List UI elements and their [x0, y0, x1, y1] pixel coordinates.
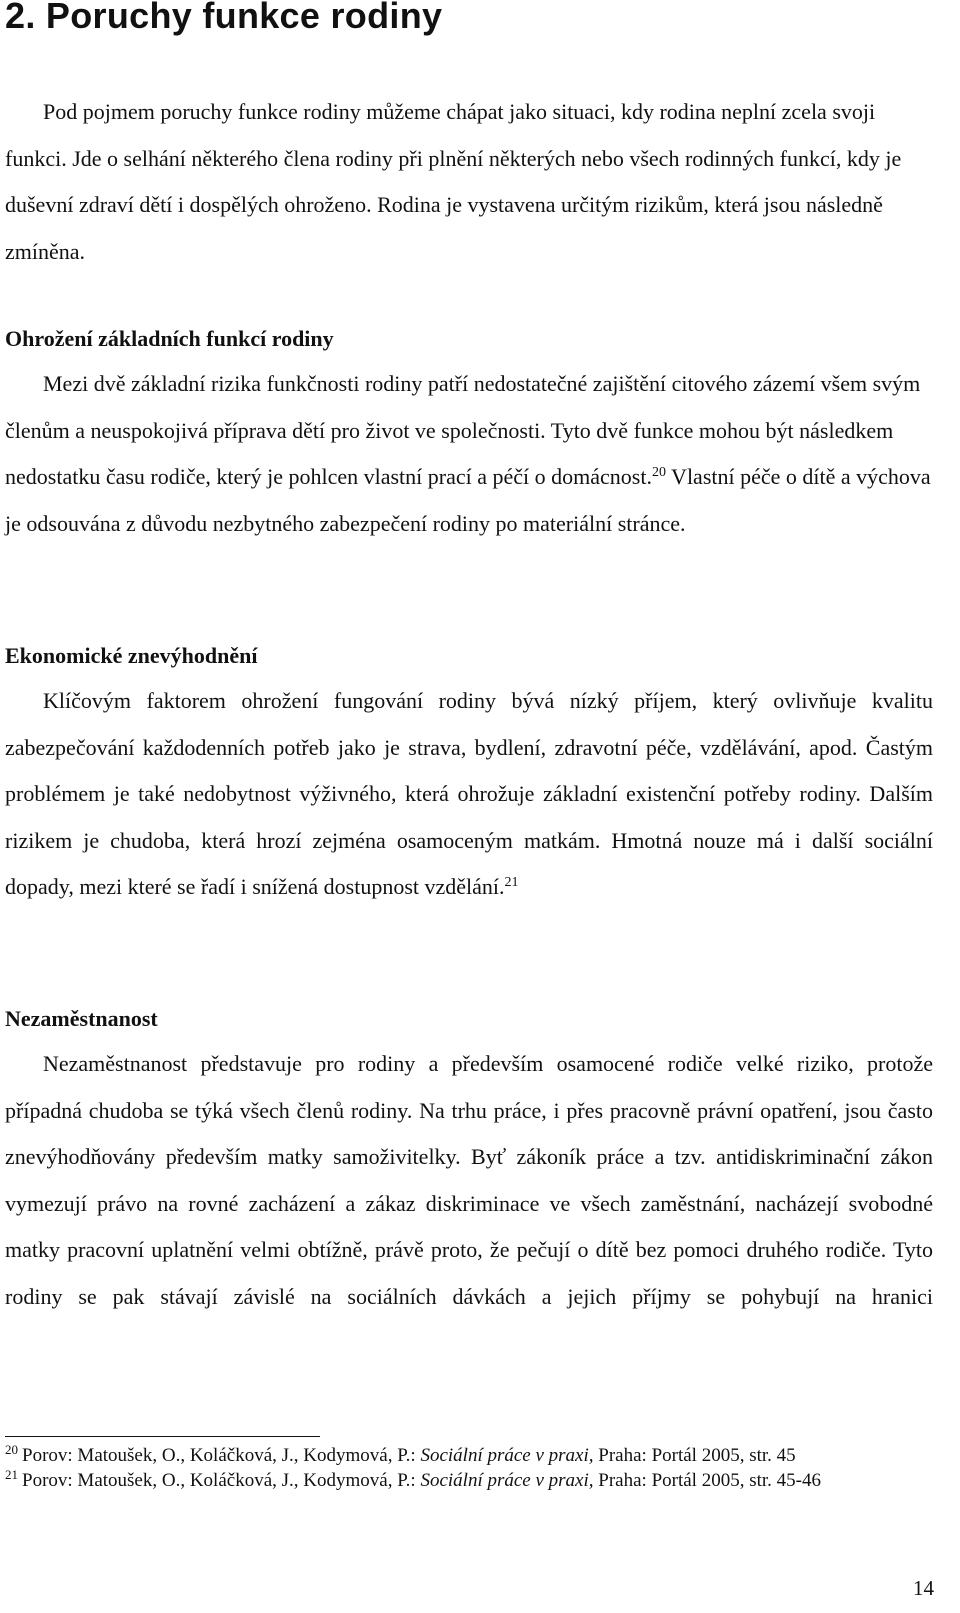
paragraph-text-continued: Vlastní péče o dítě a výchova je odsouvána z důvodu nezbytného zabezpečení rodiny po materiální stránce. [5, 464, 931, 536]
paragraph-text: Klíčovým faktorem ohrožení fungování rodiny bývá nízký příjem, který ovlivňuje kvalitu zabezpečování každodenních potřeb jako je strava, bydlení, zdravotní péče, vzdělávání, apod. Častým problémem je také nedobytnost výživného, která ohrožuje základní existenční potřeby rodiny. Dalším rizikem je chudoba, která hrozí zejména osamoceným matkám. Hmotná nouze má i další sociální dopady, mezi které se řadí i snížená dostupnost vzdělání. [5, 688, 933, 899]
footnote-book-title: Sociální práce v praxi, [420, 1470, 594, 1491]
section-unemployment [5, 1041, 933, 1320]
footnote-number: 21 [5, 1467, 18, 1482]
footnotes [5, 1443, 933, 1493]
section-heading-economic: Ekonomické znevýhodnění [5, 643, 258, 668]
footnote-reference-21: 21 [504, 875, 519, 890]
section-economic [5, 678, 933, 911]
footnote-text: Porov: Matoušek, O., Koláčková, J., Kodymová, P.: [22, 1445, 421, 1466]
chapter-title: 2. Poruchy funkce rodiny [5, 0, 443, 36]
section-paragraph [5, 678, 933, 911]
paragraph-text: Mezi dvě základní rizika funkčnosti rodiny patří nedostatečné zajištění citového zázemí všem svým členům a neuspokojivá příprava dětí pro život ve společnosti. Tyto dvě funkce mohou být následkem nedostatku času rodiče, který je pohlcen vlastní prací a péčí o domácnost. [5, 371, 921, 489]
section-paragraph: Nezaměstnanost představuje pro rodiny a především osamocené rodiče velké riziko, protože případná chudoba se týká všech členů rodiny. Na trhu práce, i přes pracovně právní opatření, jsou často znevýhodňovány především matky samoživitelky. Byť zákoník práce a tzv. antidiskriminační zákon vymezují právo na rovné zacházení a zákaz diskriminace ve všech zaměstnání, nacházejí svobodné matky pracovní uplatnění velmi obtížně, právě proto, že pečují o dítě bez pomoci druhého rodiče. Tyto rodiny se pak stávají závislé na sociálních dávkách a jejich příjmy se pohybují na hranici [5, 1051, 933, 1309]
section-paragraph [5, 361, 933, 547]
footnote-text: Porov: Matoušek, O., Koláčková, J., Kodymová, P.: [22, 1470, 421, 1491]
footnote-book-title: Sociální práce v praxi, [420, 1445, 594, 1466]
footnote-separator [5, 1436, 320, 1437]
footnote-number: 20 [5, 1442, 18, 1457]
page-number: 14 [913, 1576, 934, 1600]
section-heading-unemployment: Nezaměstnanost [5, 1006, 158, 1031]
intro-paragraph: Pod pojmem poruchy funkce rodiny můžeme chápat jako situaci, kdy rodina neplní zcela svoji funkci. Jde o selhání některého člena rodiny při plnění některých nebo všech rodinných funkcí, kdy je duševní zdraví dětí i dospělých ohroženo. Rodina je vystavena určitým rizikům, která jsou následně zmíněna. [5, 99, 902, 264]
footnote-reference-20: 20 [651, 465, 666, 480]
footnote-text-end: Praha: Portál 2005, str. 45 [593, 1445, 796, 1466]
intro-section [5, 89, 933, 275]
footnote-text-end: Praha: Portál 2005, str. 45-46 [593, 1470, 821, 1491]
footnote-20 [5, 1443, 933, 1468]
section-heading-basic-functions: Ohrožení základních funkcí rodiny [5, 326, 334, 351]
section-basic-functions [5, 361, 933, 547]
footnote-21 [5, 1468, 933, 1493]
